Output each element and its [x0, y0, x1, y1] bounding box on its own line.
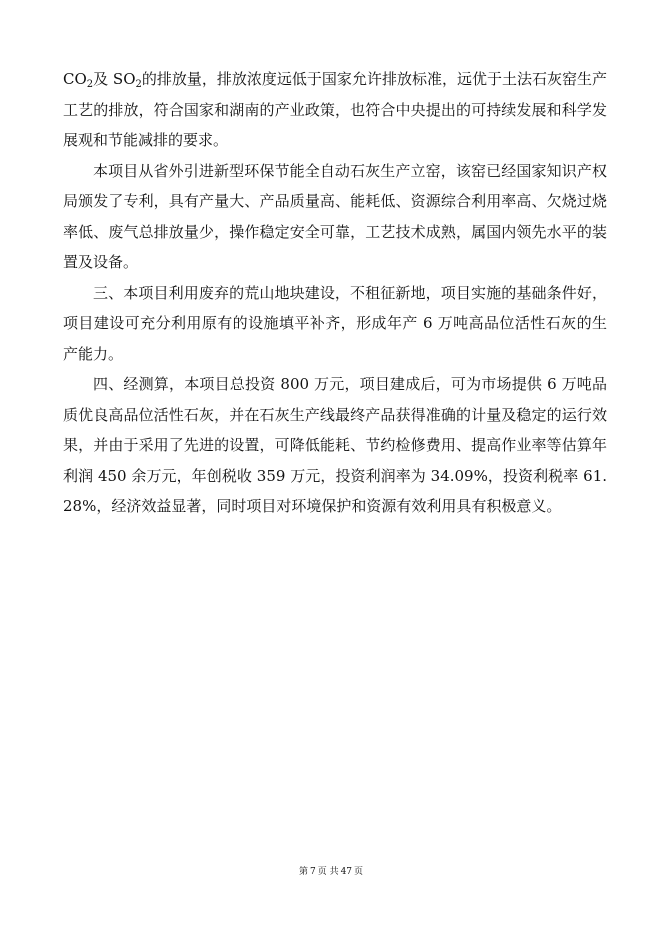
footer-total-pages: 47 [340, 867, 353, 877]
paragraph-emissions [63, 64, 607, 156]
page-footer [0, 866, 662, 878]
footer-middle: 页 共 [317, 867, 339, 877]
paragraph-text: 四、经测算，本项目总投资 800 万元，项目建成后，可为市场提供 6 万吨品质优良高品位活性石灰，并在石灰生产线最终产品获得准确的计量及稳定的运行效果，并由于采用了先进的设置，可降低能耗、节约检修费用、提高作业率等估算年利润 450 余万元，年创税收 359 万元，投资利润率为 34.09%，投资利税率 61.28%，经济效益显著，同时项目对环境保护和资源有效利用具有积极意义。 [63, 375, 607, 515]
document-body [63, 64, 607, 522]
paragraph-investment-returns [63, 369, 607, 522]
paragraph-text: 本项目从省外引进新型环保节能全自动石灰生产立窑，该窑已经国家知识产权局颁发了专利，具有产量大、产品质量高、能耗低、资源综合利用率高、欠烧过烧率低、废气总排放量少，操作稳定安全可靠，工艺技术成熟，属国内领先水平的装置及设备。 [63, 161, 607, 271]
subscript-text: 2 [86, 79, 94, 90]
paragraph-site-conditions [63, 278, 607, 370]
footer-current-page: 7 [309, 867, 316, 877]
paragraph-text: 三、本项目利用废弃的荒山地块建设，不租征新地，项目实施的基础条件好，项目建设可充分利用原有的设施填平补齐，形成年产 6 万吨高品位活性石灰的生产能力。 [63, 283, 607, 363]
subscript-text: 2 [135, 79, 142, 90]
footer-suffix: 页 [354, 867, 364, 877]
paragraph-text: 及 SO [93, 70, 136, 88]
footer-prefix: 第 [298, 867, 308, 877]
paragraph-text: 的排放量，排放浓度远低于国家允许排放标准，远优于土法石灰窑生产工艺的排放，符合国家和湖南的产业政策，也符合中央提出的可持续发展和科学发展观和节能减排的要求。 [63, 70, 607, 149]
paragraph-kiln-technology [63, 156, 607, 278]
paragraph-text: CO [63, 70, 87, 88]
